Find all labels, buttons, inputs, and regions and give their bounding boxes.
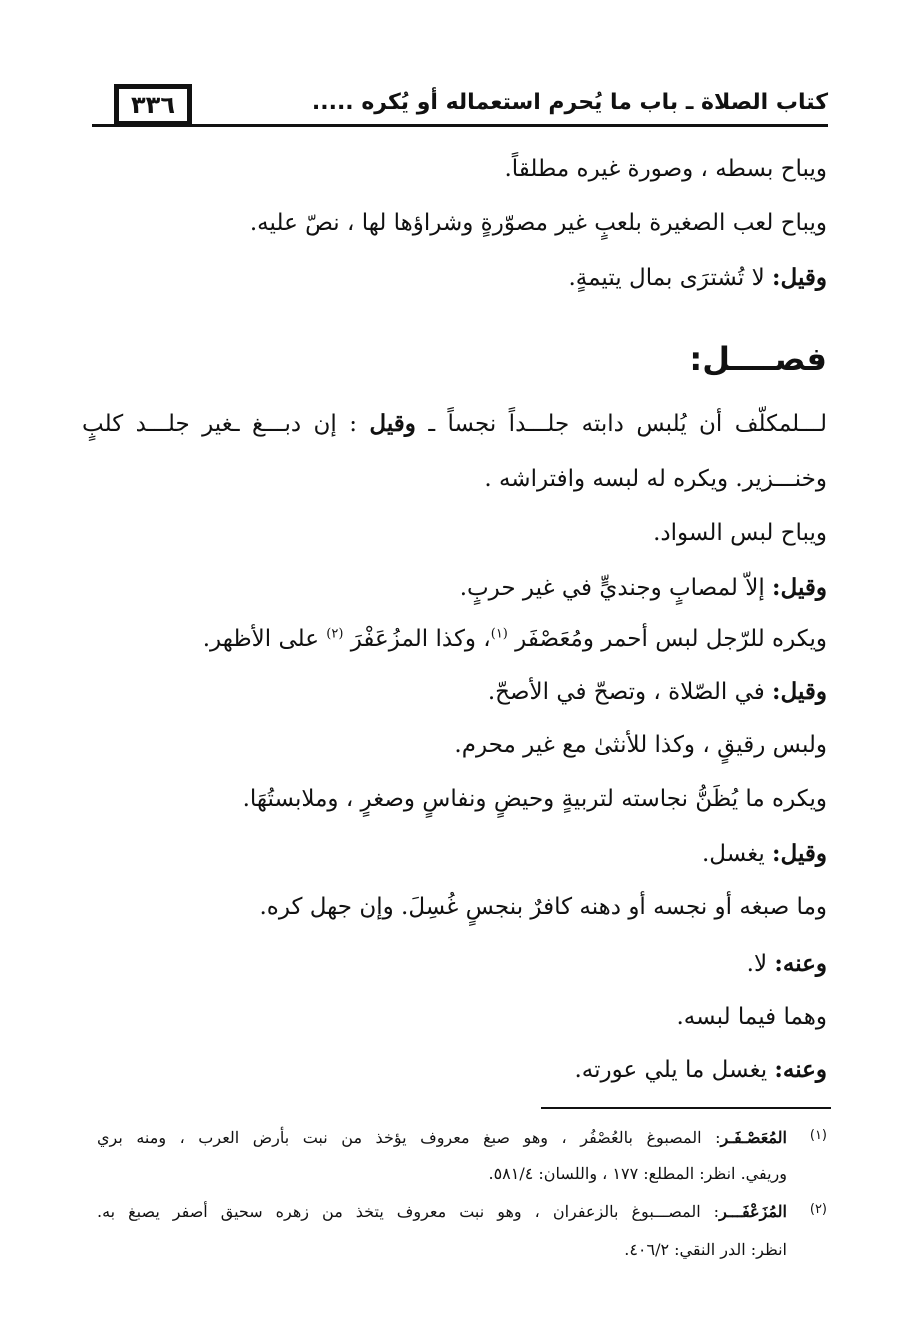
- body-line: [460, 574, 827, 603]
- body-line: ويباح بسطه ، وصورة غيره مطلقاً.: [504, 156, 827, 182]
- label-anhu: وعنه:: [774, 1056, 827, 1083]
- label-qila: وقيل:: [772, 574, 827, 601]
- body-line: [702, 840, 827, 869]
- body-line: ويكره ما يُظَنُّ نجاسته لتربيةٍ وحيضٍ ونفاسٍ وصغرٍ ، وملابستُهَا.: [242, 786, 827, 812]
- body-text: لـــلمكلّف أن يُلبس دابته جلـــداً نجساً ـ: [415, 411, 828, 437]
- body-line: [488, 678, 827, 707]
- footnote-term: المُزَعْفَـــر: [719, 1202, 787, 1221]
- body-line: [747, 950, 827, 979]
- body-line: ويباح لبس السواد.: [653, 520, 827, 546]
- body-line: وما صبغه أو نجسه أو دهنه كافرٌ بنجسٍ غُسِلَ. وإن جهل كره.: [259, 894, 827, 920]
- body-text: في الصّلاة ، وتصحّ في الأصحّ.: [487, 679, 773, 705]
- label-qila: وقيل:: [772, 678, 827, 705]
- body-text: لا تُشترَى بمال يتيمةٍ.: [568, 265, 773, 291]
- body-text: ، وكذا المزُعَفْرَ: [343, 626, 491, 652]
- footnote-number: (٢): [809, 1202, 827, 1217]
- footnote-text: : المصبوغ بالعُصْفُر ، وهو صبغ معروف يؤخذ من نبت بأرض العرب ، ومنه بري: [97, 1128, 721, 1147]
- body-text: لا.: [746, 951, 775, 977]
- running-title: كتاب الصلاة ـ باب ما يُحرم استعماله أو يُكره .....: [306, 90, 828, 115]
- body-text: على الأظهر.: [202, 626, 327, 652]
- header-rule: [92, 124, 828, 127]
- footnote-line: [97, 1128, 787, 1147]
- label-qila: وقيل: [369, 410, 416, 437]
- body-text: : إن دبـــغ ـغير جلـــد كلبٍ: [82, 411, 370, 437]
- body-line: وهما فيما لبسه.: [676, 1004, 827, 1030]
- footnote-number: (١): [809, 1128, 827, 1143]
- body-line: ويباح لعب الصغيرة بلعبٍ غير مصوّرةٍ وشراؤها لها ، نصّ عليه.: [249, 210, 827, 236]
- body-line: [574, 1056, 827, 1085]
- running-header: [92, 84, 828, 130]
- footnote-line: وريفي. انظر: المطلع: ١٧٧ ، واللسان: ٥٨١/٤.: [488, 1164, 787, 1183]
- footnote-line: انظر: الدر النقي: ٤٠٦/٢.: [624, 1240, 787, 1259]
- page-number: ٣٣٦: [114, 84, 192, 126]
- body-text: يغسل.: [701, 841, 773, 867]
- footnote-text: : المصـــبوغ بالزعفران ، وهو نبت معروف يتخذ من زهره سحيق أصفر يصبغ به.: [97, 1202, 720, 1221]
- body-line: [82, 410, 827, 439]
- label-qila: وقيل:: [772, 264, 827, 291]
- footnote-line: [97, 1202, 787, 1221]
- body-line: [568, 264, 827, 293]
- footnote-ref-1[interactable]: (١): [490, 626, 508, 642]
- body-line: ولبس رقيقٍ ، وكذا للأنثىٰ مع غير محرم.: [454, 732, 827, 758]
- label-anhu: وعنه:: [774, 950, 827, 977]
- footnote-rule: [541, 1107, 831, 1109]
- footnote-ref-2[interactable]: (٢): [326, 626, 344, 642]
- section-heading: فصــــل:: [689, 340, 827, 378]
- body-text: ويكره للرّجل لبس أحمر ومُعَصْفَر: [507, 626, 827, 652]
- footnote-term: المُعَصْـفَـر: [720, 1128, 787, 1147]
- body-text: يغسل ما يلي عورته.: [574, 1057, 775, 1083]
- body-line: وخنـــزير. ويكره له لبسه وافتراشه .: [484, 466, 827, 492]
- body-text: إلاّ لمصابٍ وجنديٍّ في غير حربٍ.: [459, 575, 773, 601]
- body-line: [203, 626, 827, 654]
- label-qila: وقيل:: [772, 840, 827, 867]
